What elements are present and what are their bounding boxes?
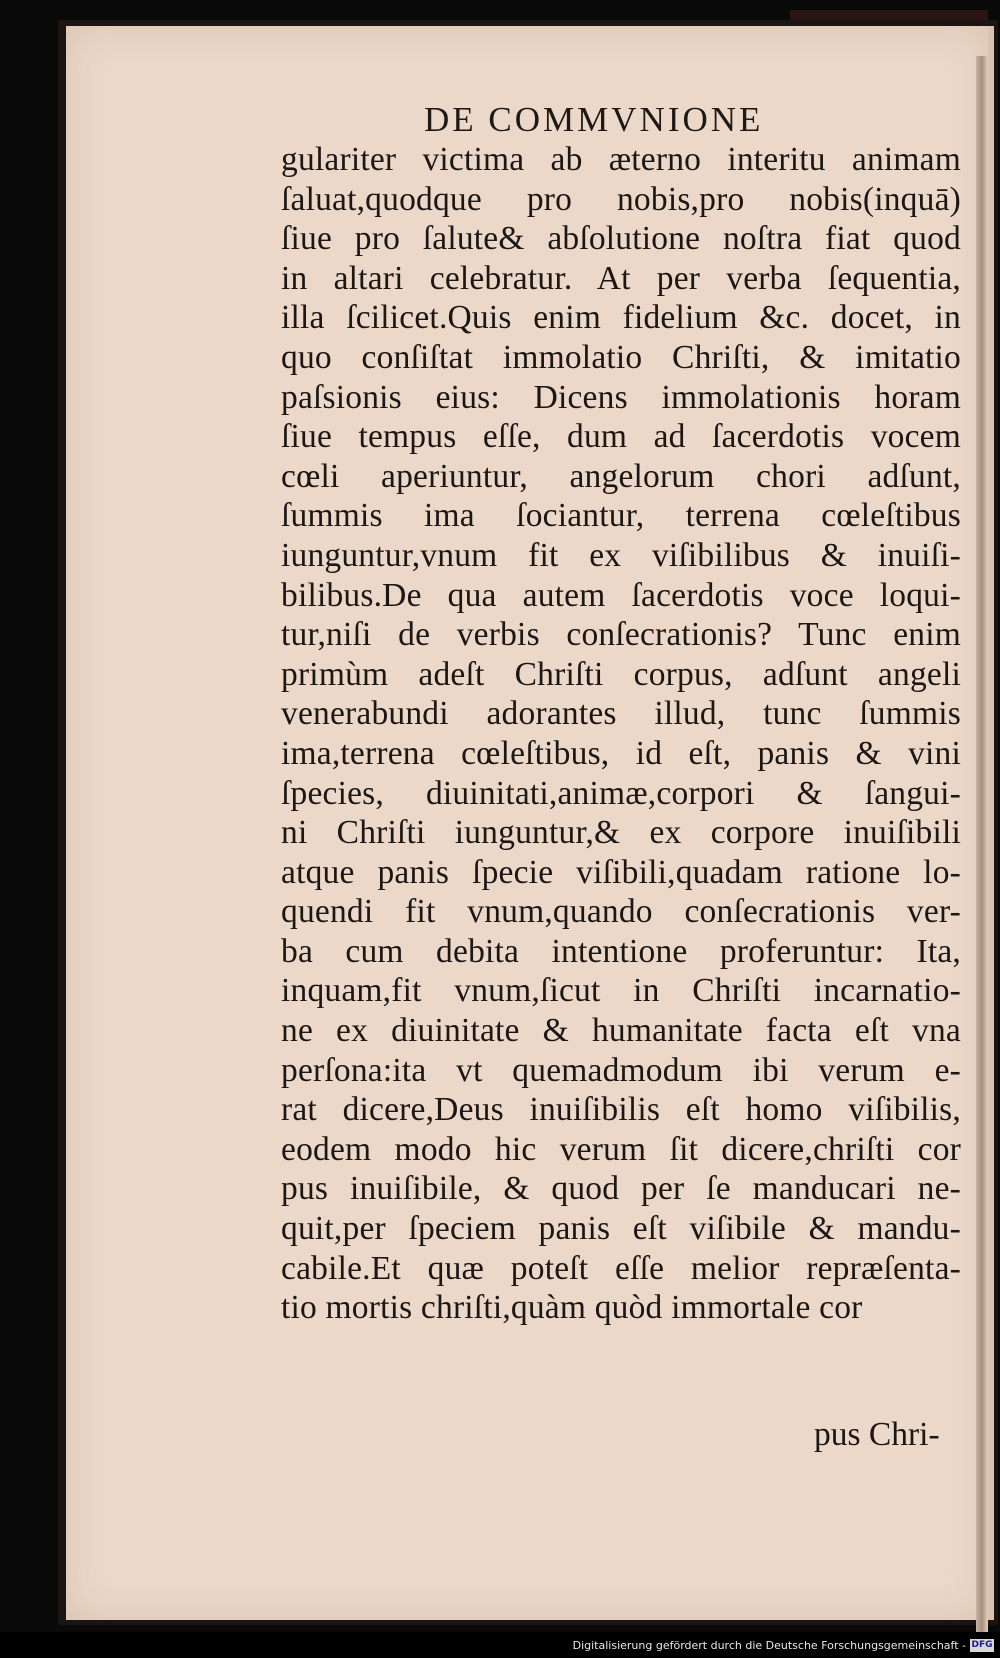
text-line: quo conſiſtat immolatio Chriſti, & imitatio [281,338,961,376]
text-line: perſona:ita vt quemadmodum ibi verum e- [281,1051,961,1089]
text-line: atque panis ſpecie viſibili,quadam ratione lo- [281,853,961,891]
text-line: paſsionis eius: Dicens immolationis horam [281,378,961,416]
text-line: ima,terrena cœleſtibus, id eſt, panis & vini [281,734,961,772]
text-line: ſiue tempus eſſe, dum ad ſacerdotis vocem [281,418,961,456]
text-line: illa ſcilicet.Quis enim fidelium &c. docet, in [281,299,961,337]
text-line: ne ex diuinitate & humanitate facta eſt vna [281,1012,961,1050]
text-line: bilibus.De qua autem ſacerdotis voce loqui- [281,576,961,614]
text-line: iunguntur,vnum fit ex viſibilibus & inuiſi- [281,536,961,574]
text-line: ni Chriſti iunguntur,& ex corpore inuiſibili [281,814,961,852]
text-line: tio mortis chriſti,quàm quòd immortale cor [281,1289,863,1327]
text-line: tur,niſi de verbis conſecrationis? Tunc enim [281,616,961,654]
page-edge [976,56,988,1636]
text-line: eodem modo hic verum ſit dicere,chriſti cor [281,1130,961,1168]
text-line: primùm adeſt Chriſti corpus, adſunt angeli [281,655,961,693]
text-line: ſaluat,quodque pro nobis,pro nobis(inquā) [281,180,961,218]
text-line: inquam,fit vnum,ſicut in Chriſti incarnatio- [281,972,961,1010]
catchword: pus Chri- [814,1416,940,1453]
text-line: quit,per ſpeciem panis eſt viſibile & mandu- [281,1210,961,1248]
text-line: ſummis ima ſociantur, terrena cœleſtibus [281,497,961,535]
text-line: ba cum debita intentione proferuntur: Ita, [281,932,961,970]
text-line: cœli aperiuntur, angelorum chori adſunt, [281,457,961,495]
funding-footer: Digitalisierung gefördert durch die Deutsche Forschungsgemeinschaft - [572,1639,966,1652]
text-line: ſpecies, diuinitati,animæ,corpori & ſangui- [281,774,961,812]
running-head: DE COMMVNIONE [424,100,764,139]
text-line: ſiue pro ſalute& abſolutione noſtra fiat quod [281,220,961,258]
text-line: venerabundi adorantes illud, tunc ſummis [281,695,961,733]
text-line: rat dicere,Deus inuiſibilis eſt homo viſibilis, [281,1091,961,1129]
text-line: pus inuiſibile, & quod per ſe manducari ne- [281,1170,961,1208]
text-line: gulariter victima ab æterno interitu animam [281,141,961,178]
text-line: in altari celebratur. At per verba ſequentia, [281,259,961,297]
text-body [281,140,961,1328]
dfg-logo: DFG [971,1640,993,1650]
text-line: cabile.Et quæ poteſt eſſe melior repræſenta- [281,1249,961,1287]
text-line: quendi fit vnum,quando conſecrationis ver- [281,893,961,931]
